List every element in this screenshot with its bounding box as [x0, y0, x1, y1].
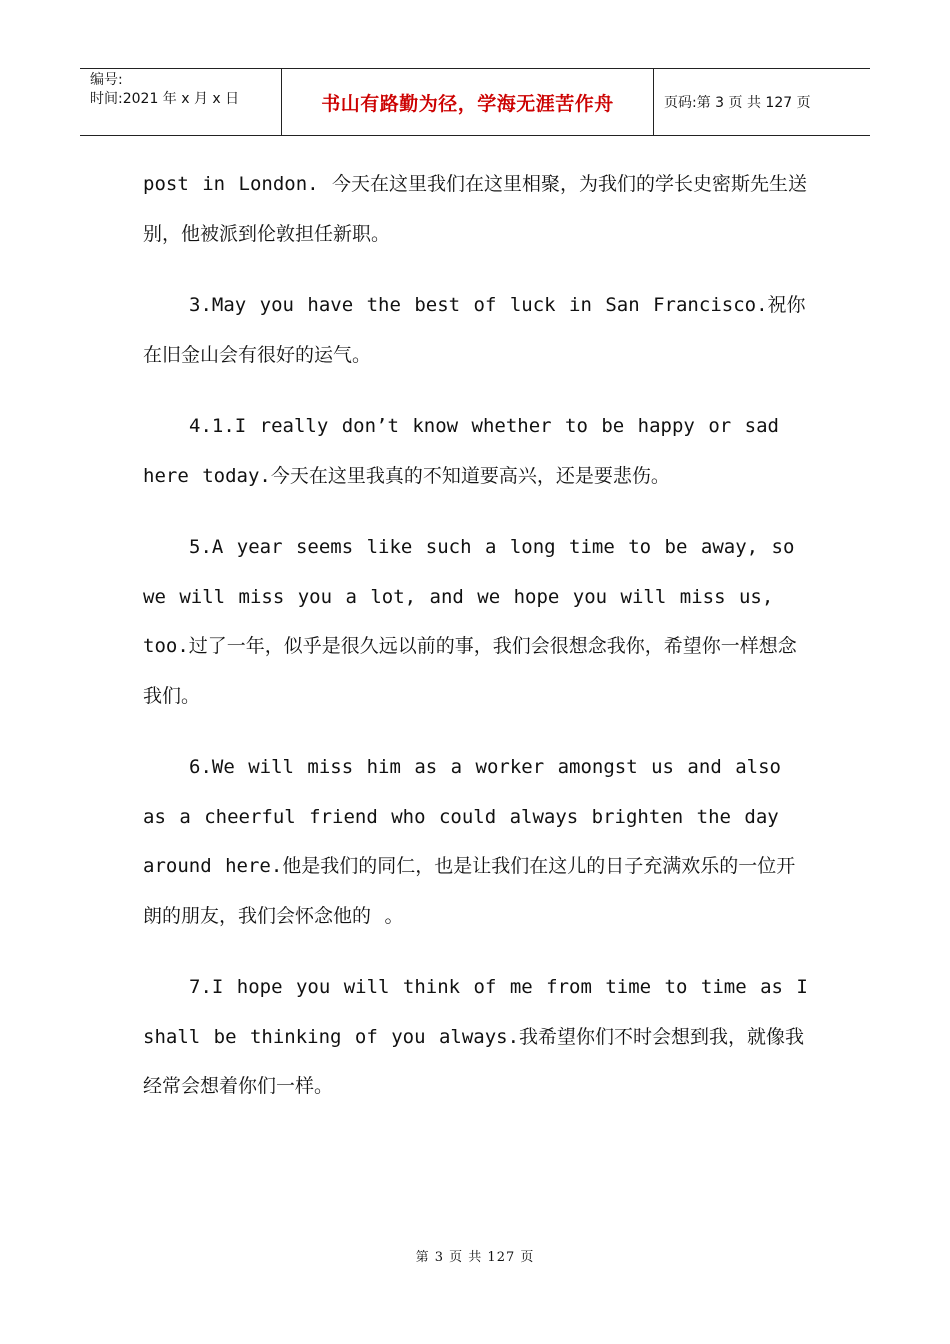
document-header: [80, 68, 870, 136]
header-motto-cell: [282, 69, 654, 135]
paragraph: 6.We will miss him as a worker amongst us and also as a cheerful friend who could always brighten the day around here.他是我们的同仁，也是让我们在这儿的日子充满欢乐的一位开朗的朋友，我们会怀念他的 。: [143, 756, 796, 927]
motto-text: 书山有路勤为径，学海无涯苦作舟: [321, 92, 614, 115]
time-label: 时间:2021 年 x 月 x 日: [90, 91, 240, 107]
document-body: [143, 160, 808, 1134]
number-label: 编号:: [90, 72, 123, 88]
paragraph: post in London. 今天在这里我们在这里相聚，为我们的学长史密斯先生送别，他被派到伦敦担任新职。: [143, 173, 808, 245]
paragraph: 4.1.I really don’t know whether to be happy or sad here today.今天在这里我真的不知道要高兴，还是要悲伤。: [143, 415, 779, 487]
page-label: 页码:第 3 页 共 127 页: [664, 95, 811, 111]
footer-page-number: 第 3 页 共 127 页: [415, 1250, 535, 1265]
paragraph: 5.A year seems like such a long time to be away, so we will miss you a lot, and we hope you will miss us, too.过了一年，似乎是很久远以前的事，我们会很想念我你，希望你一样想念我们。: [143, 536, 797, 707]
paragraph: 3.May you have the best of luck in San Francisco.祝你在旧金山会有很好的运气。: [143, 294, 806, 366]
header-page-cell: [654, 69, 870, 135]
paragraph: 7.I hope you will think of me from time to time as I shall be thinking of you always.我希望你们不时会想到我，就像我经常会想着你们一样。: [143, 976, 808, 1097]
header-meta-cell: [80, 69, 282, 135]
page-footer: [0, 1246, 950, 1265]
